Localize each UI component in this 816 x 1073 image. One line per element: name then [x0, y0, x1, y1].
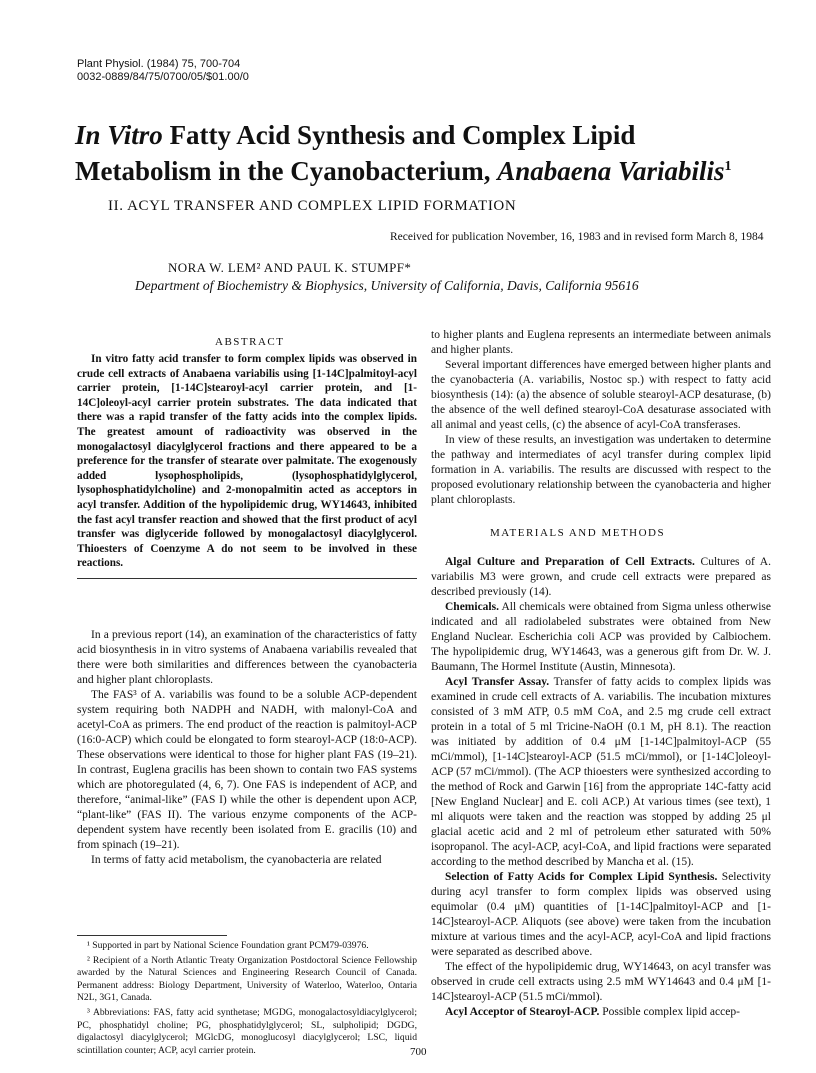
paragraph-text: Possible complex lipid accep- — [599, 1006, 740, 1018]
page-number: 700 — [410, 1046, 427, 1058]
journal-code: 0032-0889/84/75/0700/05/$01.00/0 — [77, 71, 249, 83]
footnote: ³ Abbreviations: FAS, fatty acid synthetase; MGDG, monogalactosyldiacylglycerol; PC, phosphatidyl choline; PG, phosphatidylglycerol; SL, sulpholipid; DGDG, digalactosyl diacylglycerol; MGlcDG, monoglucosyl diacylglycerol; LSC, liquid scintillation counter; ACP, acyl carrier protein. — [77, 1006, 417, 1056]
title-main: Fatty Acid Synthesis and Complex Lipid Metabolism in the Cyanobacterium, — [75, 120, 636, 186]
paragraph-text: All chemicals were obtained from Sigma unless otherwise indicated and all radiolabeled substrates were obtained from New England Nuclear. Escherichia coli ACP was provided by Calbiochem. The hypolipidemic drug, WY14643, was a generous gift from Dr. W. J. Baumann, The Hormel Institute (Austin, Minnesota). — [431, 601, 771, 673]
run-in-heading: Selection of Fatty Acids for Complex Lipid Synthesis. — [445, 871, 718, 883]
intro-paragraph: Several important differences have emerged between higher plants and the cyanobacteria (A. variabilis, Nostoc sp.) with respect to fatty acid biosynthesis (14): (a) the absence of soluble stearoyl-ACP desaturase, (b) the absence of the well defined stearoyl-CoA desaturase associated with all animal and yeast cells, (c) the absence of acyl-CoA transferases. — [431, 359, 771, 431]
run-in-heading: Algal Culture and Preparation of Cell Extracts. — [445, 556, 695, 568]
footnote: ¹ Supported in part by National Science Foundation grant PCM79-03976. — [87, 940, 369, 951]
footnote-divider — [77, 935, 227, 936]
paragraph-text: Selectivity during acyl transfer to form complex lipids was observed using equimolar (0.4 μM) quantities of [1-14C]palmitoyl-ACP and [1-14C]stearoyl-ACP. Aliquots (see above) were taken from the incubation mixture at various times and the acyl-ACP, acyl-CoA and lipid fractions were separated as described above. — [431, 871, 771, 958]
methods-paragraph — [431, 960, 771, 1005]
abstract-divider — [77, 578, 417, 579]
run-in-heading: Chemicals. — [445, 601, 499, 613]
methods-column — [431, 555, 771, 1020]
methods-paragraph — [431, 1005, 771, 1020]
footnotes — [77, 940, 417, 1059]
methods-paragraph — [431, 870, 771, 960]
title-footnote-mark: 1 — [724, 159, 732, 174]
paragraph-text: Transfer of fatty acids to complex lipids was examined in crude cell extracts of A. variabilis. The incubation mixtures consisted of 3 mM ATP, 0.5 mM CoA, and 2.5 mg crude cell extract protein in a total of 5 ml Tricine-NaOH (0.1 M, pH 8.1). The reaction was initiated by addition of 0.4 μM [1-14C]palmitoyl-ACP (55 mCi/mmol), [1-14C]stearoyl-ACP (51.5 mCi/mmol), or [1-14C]oleoyl-ACP (57 mCi/mmol). (The ACP thioesters were synthesized according to the method of Rock and Garwin [16] from the appropriate 14C-fatty acid [New England Nuclear] and E. coli ACP.) At various times (see text), 1 ml aliquots were taken and the reaction was stopped by adding 25 μl glacial acetic acid and 2 ml of petroleum ether saturated with 50% isopropanol. The acyl-ACP, acyl-CoA, and lipid fractions were separated according to the method described by Mancha et al. (15). — [431, 676, 771, 868]
journal-header — [77, 58, 249, 84]
intro-paragraph: In a previous report (14), an examination of the characteristics of fatty acid biosynthesis in in vitro systems of Anabaena variabilis revealed that there were both similarities and differences between the cyanobacteria and higher plant chloroplasts. — [77, 629, 417, 686]
article-subtitle: II. ACYL TRANSFER AND COMPLEX LIPID FORMATION — [108, 198, 517, 214]
intro-paragraph: In view of these results, an investigation was undertaken to determine the pathway and intermediates of acyl transfer during complex lipid formation in A. variabilis. The results are discussed with respect to the proposed evolutionary relationship between the cyanobacteria and higher plant chloroplasts. — [431, 434, 771, 506]
run-in-heading: Acyl Acceptor of Stearoyl-ACP. — [445, 1006, 600, 1018]
intro-paragraph: The FAS³ of A. variabilis was found to be a soluble ACP-dependent system requiring both NADPH and NADH, with malonyl-CoA and acetyl-CoA as primers. The end product of the reaction is palmitoyl-ACP (16:0-ACP) which could be elongated to form stearoyl-ACP (18:0-ACP). These observations were identical to those for higher plant FAS (19–21). In contrast, Euglena gracilis has been shown to contain two FAS systems which are photoregulated (4, 6, 7). One FAS is independent of ACP, and therefore, “animal-like” (FAS I) while the other is dependent upon ACP, “plant-like” (FAS II). The various enzyme components of the ACP-dependent system have recently been isolated from E. gracilis (10) and from spinach (19–21). — [77, 689, 417, 851]
received-date: Received for publication November, 16, 1983 and in revised form March 8, 1984 — [390, 231, 764, 243]
methods-paragraph — [431, 600, 771, 675]
article-title — [75, 120, 755, 187]
journal-citation: Plant Physiol. (1984) 75, 700-704 — [77, 58, 241, 70]
methods-paragraph — [431, 555, 771, 600]
title-italic: In Vitro — [75, 120, 163, 150]
paragraph-text: Cultures of A. variabilis M3 were grown, and crude cell extracts were prepared as described previously (14). — [431, 556, 771, 598]
paragraph-text: The effect of the hypolipidemic drug, WY14643, on acyl transfer was observed in crude cell extracts using 2.5 mM WY14643 and 0.4 μM [1-14C]stearoyl-ACP (51.5 mCi/mmol). — [431, 961, 771, 1003]
title-species: Anabaena Variabilis — [497, 156, 725, 186]
abstract-text: In vitro fatty acid transfer to form complex lipids was observed in crude cell extracts of Anabaena variabilis using [1-14C]palmitoyl-acyl carrier protein, [1-14C]stearoyl-acyl carrier protein, and [1-14C]oleoyl-acyl carrier protein substrates. The data indicated that there was a rapid transfer of the fatty acids into the complex lipids. The greatest amount of radioactivity was observed in the monogalactosyl diacylglycerol fractions and there appeared to be a preference for the transfer of stearate over palmitate. The exogenously added lysophospholipids, (lysophosphatidylglycerol, lysophosphatidylcholine) and 2-monopalmitin acted as acceptors in acyl transfer. Addition of the hypolipidemic drug, WY14643, inhibited the fast acyl transfer reaction and showed that the first product of acyl transfer was diglyceride followed by monogalactosyl diacylglycerol. Thioesters of Coenzyme A do not seem to be involved in these reactions. — [77, 353, 417, 570]
affiliation: Department of Biochemistry & Biophysics, University of California, Davis, California 95616 — [135, 278, 639, 293]
methods-heading: MATERIALS AND METHODS — [490, 527, 666, 539]
abstract-heading: ABSTRACT — [215, 336, 285, 348]
intro-paragraph: to higher plants and Euglena represents an intermediate between animals and higher plants. — [431, 329, 771, 356]
intro-paragraph: In terms of fatty acid metabolism, the cyanobacteria are related — [91, 854, 382, 866]
footnote: ² Recipient of a North Atlantic Treaty Organization Postdoctoral Science Fellowship awarded by the Natural Sciences and Engineering Research Council of Canada. Permanent address: Biology Department, University of Waterloo, Waterloo, Ontaria N2L, 3G1, Canada. — [77, 954, 417, 1004]
run-in-heading: Acyl Transfer Assay. — [445, 676, 550, 688]
intro-left-column — [77, 628, 417, 868]
methods-paragraph — [431, 675, 771, 870]
authors: NORA W. LEM² AND PAUL K. STUMPF* — [168, 260, 412, 275]
intro-right-column — [431, 328, 771, 508]
